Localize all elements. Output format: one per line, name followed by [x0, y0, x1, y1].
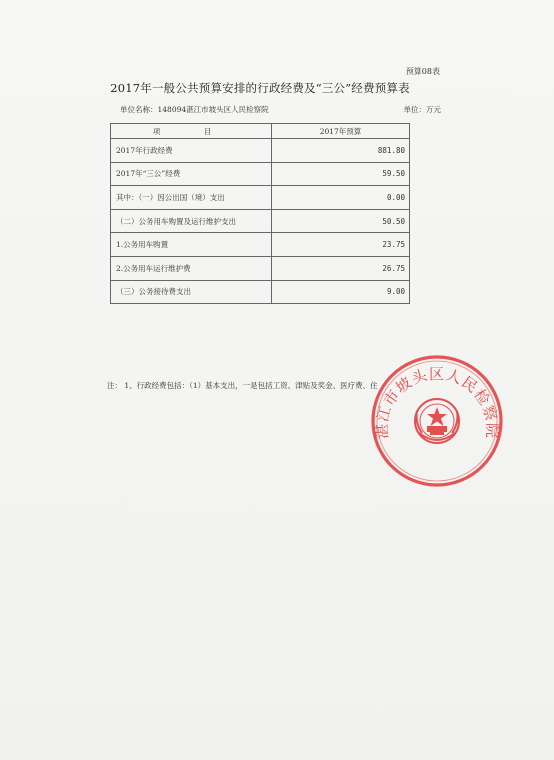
- row-value: 0.00: [272, 186, 410, 210]
- table-row: [111, 233, 410, 257]
- table-row: [111, 280, 410, 304]
- seal-text: 湛江市坡头区人民检察院: [372, 364, 502, 440]
- row-value: 23.75: [272, 233, 410, 257]
- table-header-row: [111, 124, 410, 139]
- budget-table: [110, 123, 410, 304]
- row-item: 其中：（一）因公出国（境）支出: [111, 186, 272, 210]
- row-value: 50.50: [272, 209, 410, 233]
- row-value: 9.00: [272, 280, 410, 304]
- row-item: （三）公务接待费支出: [111, 280, 272, 304]
- row-value: 881.80: [272, 139, 410, 163]
- row-item: （二）公务用车购置及运行维护支出: [111, 209, 272, 233]
- form-number: 预算08表: [405, 67, 440, 76]
- table-row: [111, 186, 410, 210]
- row-item: 2017年“三公”经费: [111, 162, 272, 186]
- column-header-item: 项 目: [111, 124, 272, 139]
- row-value: 26.75: [272, 256, 410, 280]
- table-row: [111, 162, 410, 186]
- column-header-budget: 2017年预算: [272, 124, 410, 139]
- table-row: [111, 256, 410, 280]
- table-row: [111, 209, 410, 233]
- row-value: 59.50: [272, 162, 410, 186]
- national-emblem-icon: [415, 399, 459, 443]
- row-item: 2017年行政经费: [111, 139, 272, 163]
- document-title: 2017年一般公共预算安排的行政经费及“三公”经费预算表: [110, 81, 410, 95]
- row-item: 2.公务用车运行维护费: [111, 256, 272, 280]
- official-seal-icon: [367, 351, 507, 491]
- unit-name: 单位名称：148094湛江市坡头区人民检察院: [120, 105, 269, 114]
- unit-label: 单位：万元: [403, 105, 441, 114]
- row-item: 1.公务用车购置: [111, 233, 272, 257]
- table-row: [111, 139, 410, 163]
- footnote: 注： 1、行政经费包括：（1）基本支出，一是包括工资、津贴及奖金、医疗费、住: [107, 381, 378, 390]
